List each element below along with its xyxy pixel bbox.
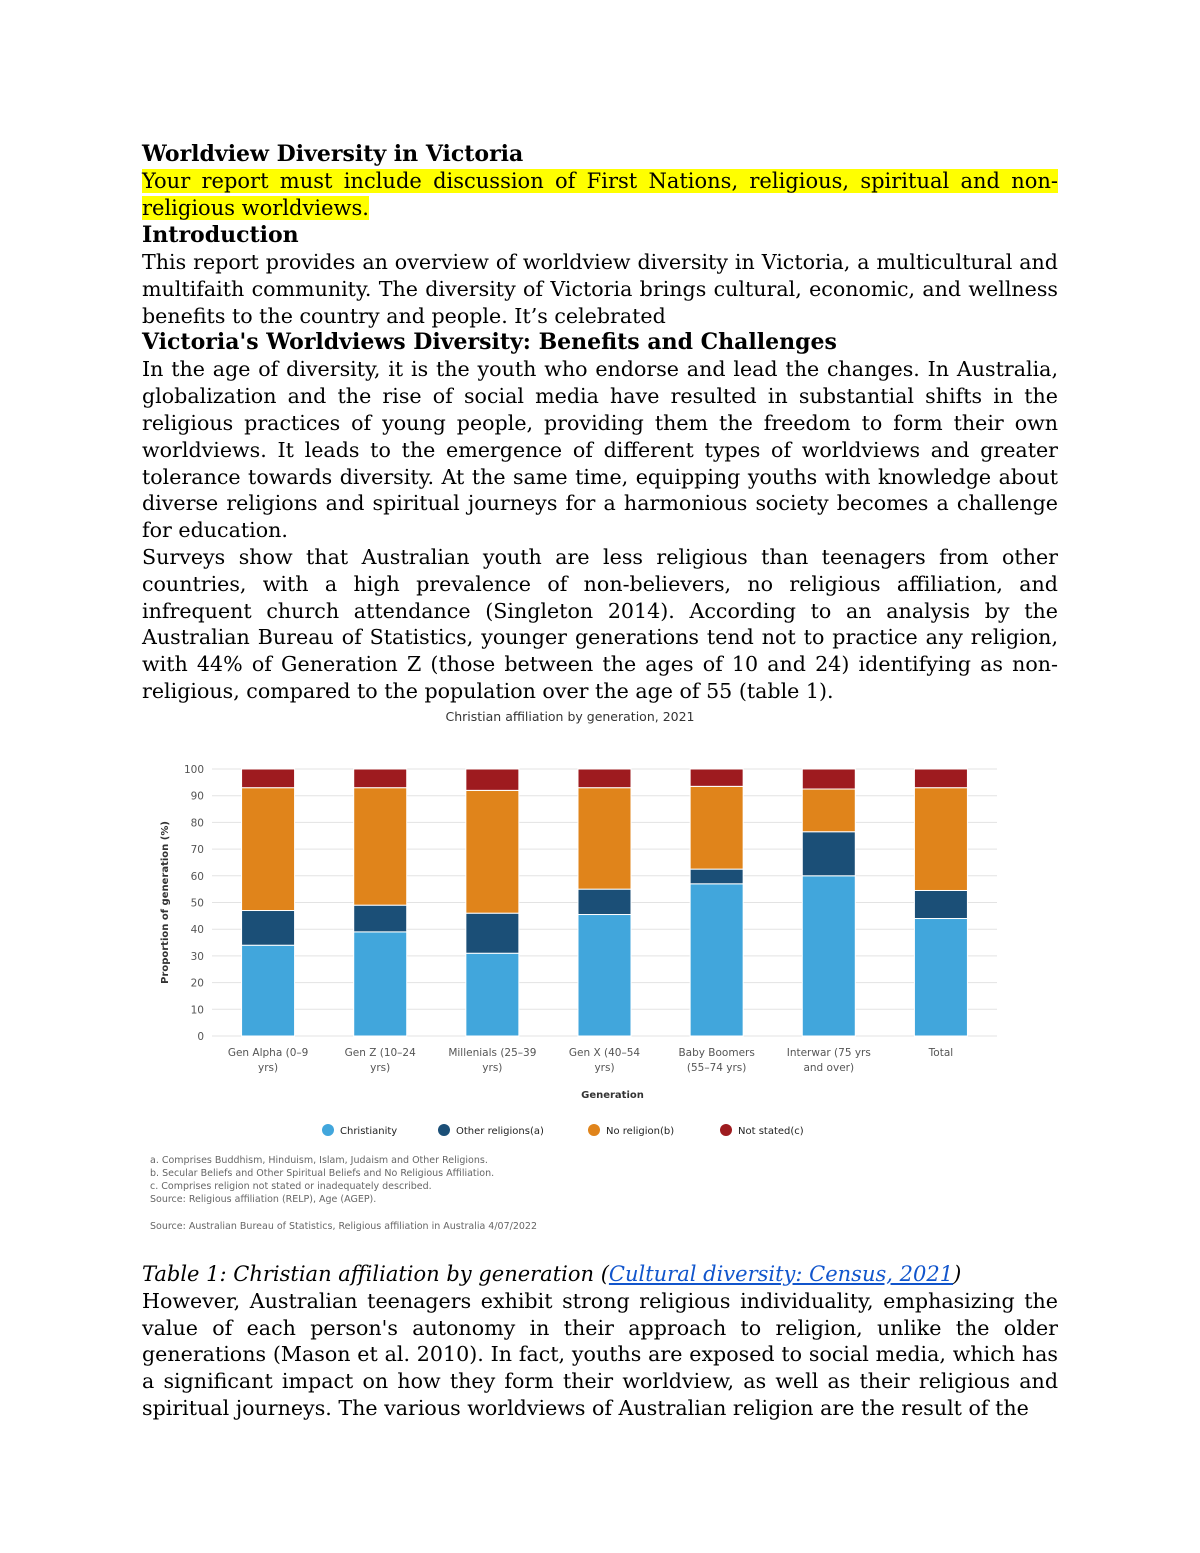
x-tick-label: and over) (803, 1061, 855, 1074)
bar-segment (242, 769, 295, 788)
x-tick-label: Millenials (25–39 (448, 1046, 537, 1059)
y-tick-label: 90 (190, 790, 204, 803)
chart-title: Christian affiliation by generation, 2021 (445, 708, 695, 724)
y-axis-label: Proportion of generation (%) (160, 820, 171, 984)
x-tick-label: Total (928, 1046, 954, 1059)
chart-source: Source: Australian Bureau of Statistics, Religious affiliation in Australia 4/07/2022 (150, 1220, 538, 1232)
bar-segment (578, 787, 631, 888)
chart-footnote: a. Comprises Buddhism, Hinduism, Islam, Judaism and Other Religions. (150, 1154, 488, 1166)
bar-segment (802, 769, 855, 789)
bar-segment (690, 769, 743, 786)
y-tick-label: 30 (190, 950, 204, 963)
caption-suffix: ) (953, 1261, 962, 1286)
x-tick-label: Gen X (40–54 (568, 1046, 641, 1059)
y-tick-label: 70 (190, 843, 204, 856)
y-tick-label: 50 (190, 897, 204, 910)
legend-label: Not stated(c) (738, 1125, 804, 1137)
legend-label: Other religions(a) (456, 1125, 544, 1137)
legend-marker (720, 1124, 732, 1136)
legend-label: No religion(b) (606, 1125, 675, 1137)
highlighted-instruction (142, 168, 1058, 222)
bar-segment (242, 945, 295, 1036)
x-tick-label: yrs) (482, 1061, 503, 1074)
x-tick-label: yrs) (370, 1061, 391, 1074)
section-heading: Victoria's Worldviews Diversity: Benefits and Challenges (142, 329, 837, 356)
bar-segment (466, 769, 519, 790)
x-tick-label: yrs) (594, 1061, 615, 1074)
legend-label: Christianity (340, 1125, 398, 1137)
bar-segment (802, 876, 855, 1036)
caption-link[interactable]: Cultural diversity: Census, 2021 (608, 1261, 954, 1286)
bar-segment (914, 890, 967, 918)
bar-segment (914, 769, 967, 788)
bar-segment (242, 910, 295, 945)
paragraph-3: However, Australian teenagers exhibit strong religious individuality, emphasizing the value of each person's autonomy in their approach to religion, unlike the older generations (Mason et al. 2010). In fact, youths are exposed to social media, which has a significant impact on how they form their worldview, as well as their religious and spiritual journeys. The various worldviews of Australian religion are the result of the (142, 1288, 1058, 1420)
bar-segment (914, 918, 967, 1035)
x-tick-label: Baby Boomers (678, 1046, 755, 1059)
paragraph-2: Surveys show that Australian youth are less religious than teenagers from other countries, with a high prevalence of non-believers, no religious affiliation, and infrequent church attendance (Singleton 2014). According to an analysis by the Australian Bureau of Statistics, younger generations tend not to practice any religion, with 44% of Generation Z (those between the ages of 10 and 24) identifying as non-religious, compared to the population over the age of 55 (table 1). (142, 544, 1058, 703)
intro-heading: Introduction (142, 222, 299, 248)
y-tick-label: 0 (197, 1030, 204, 1043)
bar-segment (914, 787, 967, 890)
document-title: Worldview Diversity in Victoria (142, 141, 524, 167)
paragraph-1: In the age of diversity, it is the youth who endorse and lead the changes. In Australia, globalization and the rise of social media have resulted in substantial shifts in the religious practices of young people, providing them the freedom to form their own worldviews. It leads to the emergence of different types of worldviews and greater tolerance towards diversity. At the same time, equipping youths with knowledge about diverse religions and spiritual journeys for a harmonious society becomes a challenge for education. (142, 357, 1058, 543)
highlight-text: Your report must include discussion of First Nations, religious, spiritual and non-religious worldviews. (142, 169, 1058, 220)
legend-marker (438, 1124, 450, 1136)
bar-segment (354, 905, 407, 932)
y-tick-label: 20 (190, 977, 204, 990)
intro-paragraph: This report provides an overview of worldview diversity in Victoria, a multicultural and multifaith community. The diversity of Victoria brings cultural, economic, and wellness benefits to the country and people. It’s celebrated (142, 250, 1058, 328)
y-tick-label: 100 (183, 763, 204, 776)
y-tick-label: 60 (190, 870, 204, 883)
table-caption (142, 1260, 1058, 1288)
bar-segment (354, 769, 407, 788)
bar-segment (466, 790, 519, 913)
chart-footnote: b. Secular Beliefs and Other Spiritual Beliefs and No Religious Affiliation. (150, 1167, 495, 1179)
bar-segment (690, 786, 743, 869)
x-axis-label: Generation (581, 1089, 644, 1101)
bar-segment (578, 769, 631, 788)
x-tick-label: yrs) (258, 1061, 279, 1074)
bar-segment (354, 932, 407, 1036)
bar-segment (466, 913, 519, 953)
x-tick-label: Gen Z (10–24 (344, 1046, 416, 1059)
caption-prefix: Table 1: Christian affiliation by generation ( (142, 1261, 609, 1286)
bar-segment (578, 889, 631, 914)
stacked-bar-chart (142, 709, 1058, 1254)
chart-footnote: Source: Religious affiliation (RELP), Age (AGEP). (150, 1193, 377, 1205)
y-tick-label: 10 (190, 1004, 204, 1017)
bar-segment (690, 869, 743, 884)
bar-segment (354, 787, 407, 904)
y-tick-label: 80 (190, 817, 204, 830)
chart-footnote: c. Comprises religion not stated or inadequately described. (150, 1180, 432, 1192)
legend-marker (322, 1124, 334, 1136)
bar-segment (242, 787, 295, 910)
x-tick-label: (55–74 yrs) (686, 1061, 747, 1074)
bar-segment (802, 831, 855, 875)
bar-segment (802, 789, 855, 832)
bar-segment (578, 914, 631, 1035)
chart-figure (142, 709, 1058, 1254)
bar-segment (690, 884, 743, 1036)
x-tick-label: Gen Alpha (0–9 (227, 1046, 309, 1059)
legend-marker (588, 1124, 600, 1136)
bar-segment (466, 953, 519, 1036)
document-body (142, 141, 1058, 1422)
x-tick-label: Interwar (75 yrs (786, 1046, 871, 1059)
y-tick-label: 40 (190, 923, 204, 936)
